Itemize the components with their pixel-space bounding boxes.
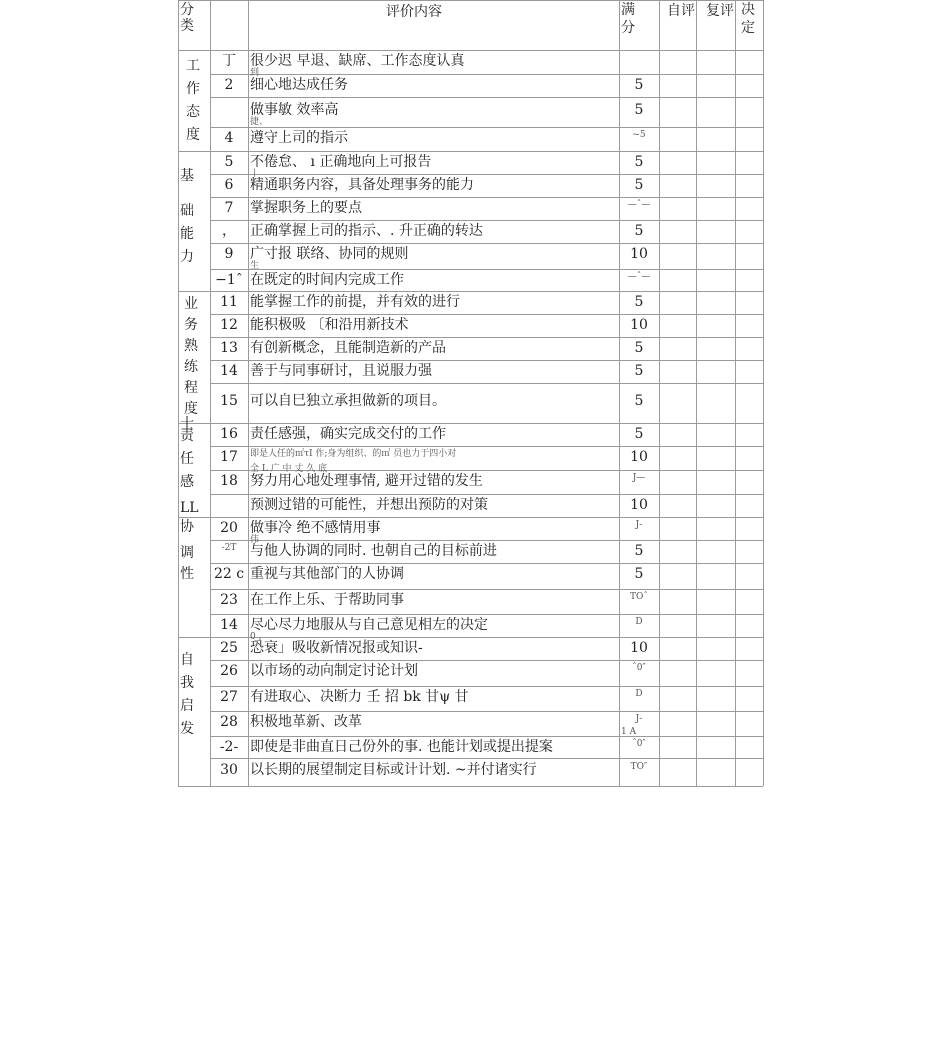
self-score-cell[interactable] xyxy=(660,712,695,735)
item-text: 很少迟 早退、缺席、工作态度认真 xyxy=(250,53,465,69)
decision-cell[interactable] xyxy=(736,759,762,785)
review-score-cell[interactable] xyxy=(697,590,734,613)
category-char: 自 xyxy=(180,652,194,668)
review-score-cell[interactable] xyxy=(697,518,734,539)
category-char: 任 xyxy=(180,451,194,467)
review-score-cell[interactable] xyxy=(697,198,734,219)
decision-cell[interactable] xyxy=(736,737,762,757)
decision-cell[interactable] xyxy=(736,590,762,613)
header-self: 自评 xyxy=(667,3,695,19)
item-full-score: 5 xyxy=(634,294,644,310)
category-char: 练 xyxy=(184,359,198,375)
self-score-cell[interactable] xyxy=(660,564,695,588)
header-full-score-bottom: 分 xyxy=(621,20,635,36)
item-number: −1ˆ xyxy=(215,272,243,288)
decision-cell[interactable] xyxy=(736,152,762,173)
item-text-overflow: 丨 xyxy=(250,169,260,179)
item-full-score: 10 xyxy=(630,497,648,513)
decision-cell[interactable] xyxy=(736,244,762,268)
decision-cell[interactable] xyxy=(736,424,762,445)
item-full-score: 5 xyxy=(634,566,644,582)
item-full-score: 5 xyxy=(634,154,644,170)
self-score-cell[interactable] xyxy=(660,244,695,268)
item-full-score: 5 xyxy=(634,426,644,442)
item-text: 尽心尽力地服从与自己意见相左的决定 xyxy=(250,617,488,633)
review-score-cell[interactable] xyxy=(697,615,734,636)
review-score-cell[interactable] xyxy=(697,221,734,242)
decision-cell[interactable] xyxy=(736,384,762,422)
item-full-score: 5 xyxy=(634,177,644,193)
review-score-cell[interactable] xyxy=(697,244,734,268)
item-number: -2T xyxy=(221,543,237,553)
header-decision-bottom: 定 xyxy=(741,20,755,36)
decision-cell[interactable] xyxy=(736,471,762,493)
self-score-cell[interactable] xyxy=(660,175,695,196)
review-score-cell[interactable] xyxy=(697,270,734,290)
self-score-cell[interactable] xyxy=(660,361,695,382)
review-score-cell[interactable] xyxy=(697,495,734,516)
decision-cell[interactable] xyxy=(736,495,762,516)
review-score-cell[interactable] xyxy=(697,447,734,469)
item-number: 16 xyxy=(220,426,238,442)
item-number: ， xyxy=(222,223,236,239)
item-text: 即是人任的㎡τI 作;身为组织、的㎡ 员也力于四小对 xyxy=(250,449,457,459)
review-score-cell[interactable] xyxy=(697,661,734,685)
item-full-score: —ˆ— xyxy=(627,272,651,282)
self-score-cell[interactable] xyxy=(660,447,695,469)
category-char: 我 xyxy=(180,675,194,691)
item-full-score: —ˆ— xyxy=(627,200,651,210)
item-number: 7 xyxy=(224,200,234,216)
category-char: 能 xyxy=(180,226,194,242)
item-full-score: 5 xyxy=(634,77,644,93)
review-score-cell[interactable] xyxy=(697,315,734,336)
item-full-score: 10 xyxy=(630,246,648,262)
category-char: 责 xyxy=(180,428,194,444)
item-text-overflow: 捷、 xyxy=(250,117,269,127)
review-score-cell[interactable] xyxy=(697,541,734,562)
item-number: 5 xyxy=(224,154,234,170)
category-char: 度 xyxy=(184,401,198,417)
category-char: 作 xyxy=(186,81,200,97)
item-text-overflow: 生 xyxy=(250,261,260,271)
item-number: 30 xyxy=(220,762,238,778)
category-char: 工 xyxy=(186,58,200,74)
category-char: 础 xyxy=(180,203,194,219)
item-number: 27 xyxy=(220,689,238,705)
header-category-bottom: 类 xyxy=(180,18,194,34)
category-char: 启 xyxy=(180,698,194,714)
self-score-cell[interactable] xyxy=(660,75,695,96)
item-full-score: ~5 xyxy=(632,130,646,140)
review-score-cell[interactable] xyxy=(697,292,734,313)
item-full-score: 5 xyxy=(634,223,644,239)
decision-cell[interactable] xyxy=(736,564,762,588)
grid-line xyxy=(178,0,763,1)
decision-cell[interactable] xyxy=(736,198,762,219)
decision-cell[interactable] xyxy=(736,270,762,290)
self-score-cell[interactable] xyxy=(660,615,695,636)
category-char: 协 xyxy=(180,519,194,535)
review-score-cell[interactable] xyxy=(697,424,734,445)
self-score-cell[interactable] xyxy=(660,384,695,422)
category-char: 度 xyxy=(186,127,200,143)
item-text: 能掌握工作的前提，并有效的进行 xyxy=(250,294,460,310)
item-text: 精通职务内容，具备处理事务的能力 xyxy=(250,177,474,193)
decision-cell[interactable] xyxy=(736,338,762,359)
item-number: 23 xyxy=(220,592,238,608)
self-score-cell[interactable] xyxy=(660,128,695,150)
review-score-cell[interactable] xyxy=(697,687,734,710)
category-char: 力 xyxy=(180,249,194,265)
category-char: 发 xyxy=(180,721,194,737)
review-score-cell[interactable] xyxy=(697,759,734,785)
item-number: 14 xyxy=(220,363,238,379)
self-score-cell[interactable] xyxy=(660,98,695,126)
item-text: 重视与其他部门的人协调 xyxy=(250,566,404,582)
item-full-score: 5 xyxy=(634,363,644,379)
self-score-cell[interactable] xyxy=(660,495,695,516)
item-number: 26 xyxy=(220,663,238,679)
item-text-overflow: 到 xyxy=(250,68,260,78)
decision-cell[interactable] xyxy=(736,361,762,382)
self-score-cell[interactable] xyxy=(660,424,695,445)
item-number: 2 xyxy=(224,77,234,93)
review-score-cell[interactable] xyxy=(697,338,734,359)
item-text: 与他人协调的同时. 也朝自己的目标前进 xyxy=(250,543,497,559)
grid-line xyxy=(210,786,763,787)
item-full-score: 10 xyxy=(630,449,648,465)
item-full-score: 5 xyxy=(634,102,644,118)
item-text: 在工作上乐、于帮助同事 xyxy=(250,592,404,608)
item-text: 责任感强，确实完成交付的工作 xyxy=(250,426,446,442)
review-score-cell[interactable] xyxy=(697,51,734,73)
item-number: 13 xyxy=(220,340,238,356)
item-text-overflow: 伟 xyxy=(250,535,260,545)
self-score-cell[interactable] xyxy=(660,661,695,685)
decision-cell[interactable] xyxy=(736,221,762,242)
item-number: 11 xyxy=(220,294,238,310)
grid-line xyxy=(763,0,764,786)
decision-cell[interactable] xyxy=(736,51,762,73)
decision-cell[interactable] xyxy=(736,128,762,150)
decision-cell[interactable] xyxy=(736,712,762,735)
decision-cell[interactable] xyxy=(736,292,762,313)
item-text: 有进取心、决断力 壬 招 bk 甘ψ 甘 xyxy=(250,689,469,705)
category-char: 熟 xyxy=(184,338,198,354)
self-score-cell[interactable] xyxy=(660,270,695,290)
decision-cell[interactable] xyxy=(736,661,762,685)
category-char: 感 xyxy=(180,474,194,490)
decision-cell[interactable] xyxy=(736,175,762,196)
self-score-cell[interactable] xyxy=(660,51,695,73)
header-decision-top: 决 xyxy=(741,2,755,18)
self-score-cell[interactable] xyxy=(660,471,695,493)
item-full-score: D xyxy=(635,689,643,699)
decision-cell[interactable] xyxy=(736,447,762,469)
item-text: 做事冷 绝不感情用事 xyxy=(250,520,381,536)
review-score-cell[interactable] xyxy=(697,98,734,126)
item-number: 25 xyxy=(220,640,238,656)
decision-cell[interactable] xyxy=(736,518,762,539)
category-char: 务 xyxy=(184,317,198,333)
item-text-overflow: 0 , xyxy=(250,632,262,642)
category-char: 基 xyxy=(180,168,194,184)
category-char: 程 xyxy=(184,380,198,396)
stray-mark: 1 A xyxy=(621,727,637,737)
item-text: 可以自巳独立承担做新的项目。 xyxy=(250,393,446,409)
item-text: 努力用心地处理事情, 避开过错的发生 xyxy=(250,473,483,489)
item-full-score: 5 xyxy=(634,543,644,559)
category-tail-mark: LL xyxy=(180,500,199,516)
item-full-score: TOˆ xyxy=(630,592,648,602)
self-score-cell[interactable] xyxy=(660,541,695,562)
decision-cell[interactable] xyxy=(736,638,762,659)
item-text: 善于与同事研讨，且说服力强 xyxy=(250,363,432,379)
header-review: 复评 xyxy=(706,3,734,19)
decision-cell[interactable] xyxy=(736,75,762,96)
self-score-cell[interactable] xyxy=(660,687,695,710)
item-number: 6 xyxy=(224,177,234,193)
item-number: 28 xyxy=(220,714,238,730)
item-text: 预测过错的可能性，并想出预防的对策 xyxy=(250,497,488,513)
decision-cell[interactable] xyxy=(736,615,762,636)
item-text: 以市场的动向制定讨论计划 xyxy=(250,663,418,679)
review-score-cell[interactable] xyxy=(697,175,734,196)
item-text: 广寸报 联络、协同的规则 xyxy=(250,246,409,262)
item-number: -2- xyxy=(219,739,239,755)
item-full-score: 5 xyxy=(634,340,644,356)
self-score-cell[interactable] xyxy=(660,198,695,219)
item-text: 恐衰」吸收新情况报或知识- xyxy=(250,640,423,656)
item-full-score: ˆ0″ xyxy=(632,739,646,749)
item-text-overflow: 全 L 广 中 丈 久 底 xyxy=(250,464,328,474)
header-content: 评价内容 xyxy=(386,4,442,20)
item-number: 4 xyxy=(224,130,234,146)
grid-line xyxy=(248,0,249,786)
self-score-cell[interactable] xyxy=(660,315,695,336)
grid-line xyxy=(178,0,179,786)
review-score-cell[interactable] xyxy=(697,638,734,659)
decision-cell[interactable] xyxy=(736,541,762,562)
review-score-cell[interactable] xyxy=(697,384,734,422)
item-number: 12 xyxy=(220,317,238,333)
self-score-cell[interactable] xyxy=(660,292,695,313)
review-score-cell[interactable] xyxy=(697,152,734,173)
item-text: 有创新概念，且能制造新的产品 xyxy=(250,340,446,356)
self-score-cell[interactable] xyxy=(660,338,695,359)
item-text: 掌握职务上的要点 xyxy=(250,200,362,216)
header-full-score-top: 满 xyxy=(621,2,635,18)
category-tail-mark: 士 xyxy=(180,416,194,432)
review-score-cell[interactable] xyxy=(697,361,734,382)
self-score-cell[interactable] xyxy=(660,737,695,757)
self-score-cell[interactable] xyxy=(660,638,695,659)
review-score-cell[interactable] xyxy=(697,471,734,493)
header-category-top: 分 xyxy=(180,2,194,18)
decision-cell[interactable] xyxy=(736,98,762,126)
item-number: 14 xyxy=(220,617,238,633)
item-number: 17 xyxy=(220,449,238,465)
item-full-score: 5 xyxy=(634,393,644,409)
item-text: 做事敏 效率高 xyxy=(250,102,339,118)
review-score-cell[interactable] xyxy=(697,564,734,588)
item-full-score: 10 xyxy=(630,640,648,656)
item-number: 20 xyxy=(220,520,238,536)
item-number: 18 xyxy=(220,473,238,489)
item-text: 以长期的展望制定目标或计计划. ~并付诸实行 xyxy=(250,762,537,778)
item-full-score: J- xyxy=(635,520,643,530)
item-text: 在既定的时间内完成工作 xyxy=(250,272,404,288)
decision-cell[interactable] xyxy=(736,687,762,710)
item-text: 能积极吸 〔和沿用新技术 xyxy=(250,317,409,333)
self-score-cell[interactable] xyxy=(660,590,695,613)
item-full-score: 10 xyxy=(630,317,648,333)
item-text: 不倦怠、 ı 正确地向上可报告 xyxy=(250,154,432,170)
review-score-cell[interactable] xyxy=(697,712,734,735)
item-full-score: D xyxy=(635,617,643,627)
decision-cell[interactable] xyxy=(736,315,762,336)
item-full-score: ˆ0″ xyxy=(632,663,646,673)
review-score-cell[interactable] xyxy=(697,75,734,96)
item-number: 15 xyxy=(220,393,238,409)
item-text: 遵守上司的指示 xyxy=(250,130,348,146)
self-score-cell[interactable] xyxy=(660,759,695,785)
category-char: 调 xyxy=(180,545,194,561)
self-score-cell[interactable] xyxy=(660,221,695,242)
item-number: 22 c xyxy=(213,566,245,582)
item-number: 丁 xyxy=(222,53,236,69)
item-full-score: J— xyxy=(632,473,646,483)
item-text: 正确掌握上司的指示、. 升正确的转达 xyxy=(250,223,483,239)
item-text: 积极地革新、改革 xyxy=(250,714,362,730)
item-full-score: J- xyxy=(635,714,643,724)
category-char: 业 xyxy=(184,296,198,312)
self-score-cell[interactable] xyxy=(660,152,695,173)
item-full-score: TO″ xyxy=(630,762,648,772)
item-number: 9 xyxy=(224,246,234,262)
review-score-cell[interactable] xyxy=(697,737,734,757)
review-score-cell[interactable] xyxy=(697,128,734,150)
item-text: 细心地达成任务 xyxy=(250,77,348,93)
category-char: 态 xyxy=(186,104,200,120)
category-char: 性 xyxy=(180,566,194,582)
item-text: 即使是非曲直日己份外的事. 也能计划或提出提案 xyxy=(250,739,553,755)
self-score-cell[interactable] xyxy=(660,518,695,539)
